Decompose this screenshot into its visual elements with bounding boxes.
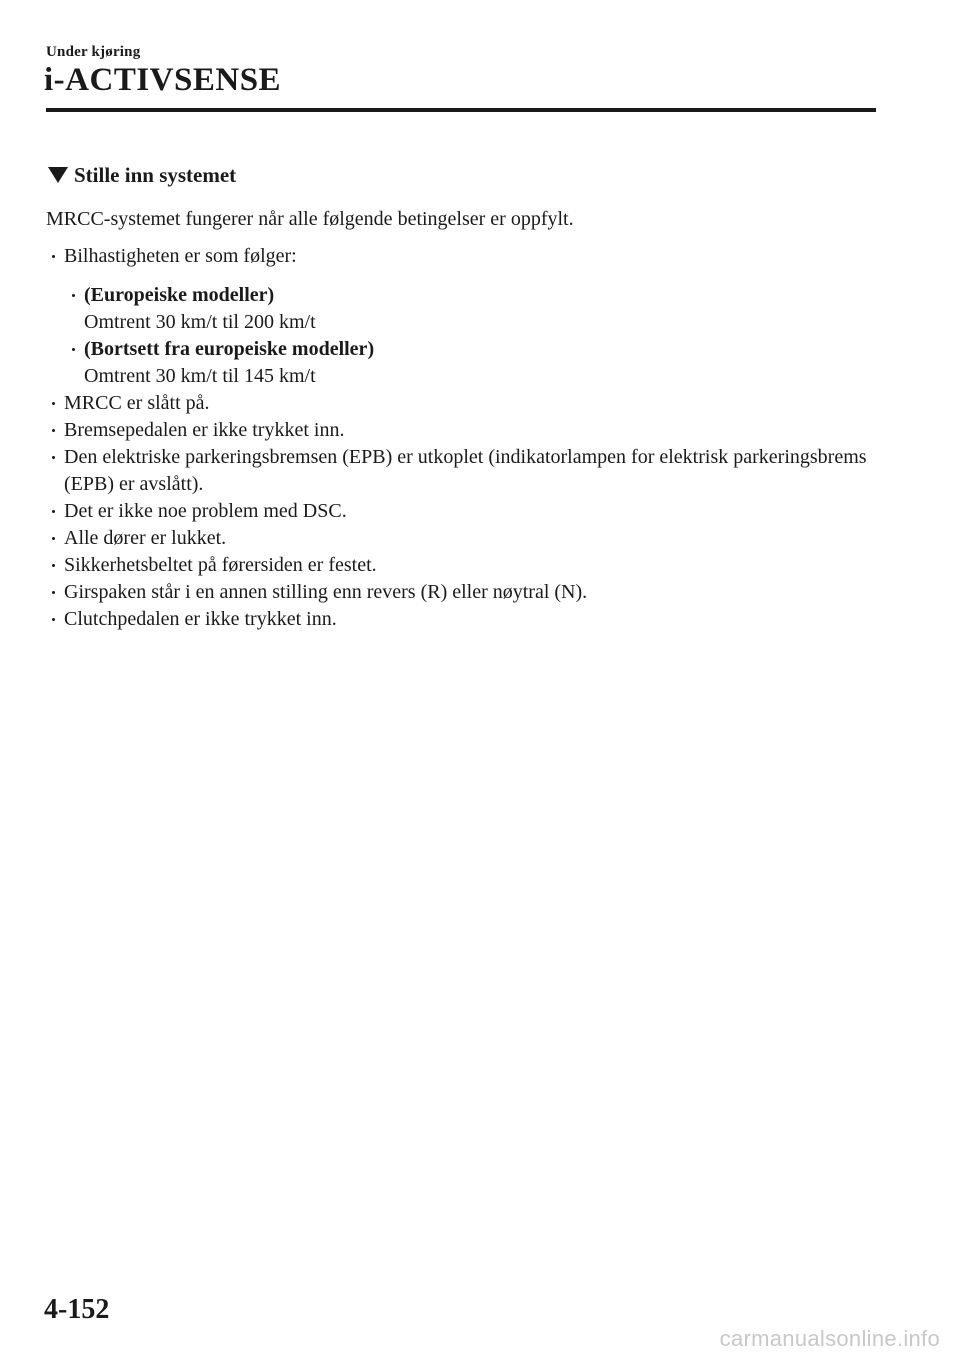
page-number: 4-152 (44, 1294, 110, 1325)
speed-sublist (66, 282, 876, 390)
sublist-item-value: Omtrent 30 km/t til 200 km/t (84, 311, 316, 333)
list-item-text: Bremsepedalen er ikke trykket inn. (64, 419, 345, 441)
sublist-item (66, 282, 876, 336)
sublist-item-label: (Europeiske modeller) (84, 284, 275, 306)
speed-sublist-container (46, 282, 876, 390)
page-title: i-ACTIVSENSE (44, 62, 282, 98)
list-item-text: Girspaken står i en annen stilling enn revers (R) eller nøytral (N). (64, 581, 588, 603)
sublist-item-label: (Bortsett fra europeiske modeller) (84, 338, 375, 360)
list-item-text: Det er ikke noe problem med DSC. (64, 500, 347, 522)
list-item-text: Clutchpedalen er ikke trykket inn. (64, 608, 337, 630)
subsection-heading (46, 160, 876, 190)
list-item (46, 579, 876, 606)
intro-paragraph: MRCC-systemet fungerer når alle følgende betingelser er oppfylt. (46, 208, 574, 230)
list-item-text: MRCC er slått på. (64, 392, 210, 414)
header-divider (46, 108, 876, 112)
subsection-heading-text: Stille inn systemet (74, 162, 237, 187)
list-item-text: Den elektriske parkeringsbremsen (EPB) er utkoplet (indikatorlampen for elektrisk parkeringsbrems (EPB) er avslått). (64, 446, 867, 495)
list-item (46, 552, 876, 579)
triangle-down-icon (48, 167, 68, 183)
sublist-item-value: Omtrent 30 km/t til 145 km/t (84, 365, 316, 387)
sublist-item (66, 336, 876, 390)
list-item (46, 417, 876, 444)
list-item-text: Alle dører er lukket. (64, 527, 227, 549)
watermark-text: carmanualsonline.info (719, 1326, 940, 1351)
list-item (46, 444, 876, 498)
list-item (46, 390, 876, 417)
list-item (46, 525, 876, 552)
list-item-text: Bilhastigheten er som følger: (64, 245, 297, 267)
list-item (46, 498, 876, 525)
condition-list (46, 243, 876, 633)
list-item-text: Sikkerhetsbeltet på førersiden er festet. (64, 554, 377, 576)
main-content (46, 160, 876, 633)
list-item (46, 606, 876, 633)
list-item (46, 243, 876, 270)
section-label: Under kjøring (46, 44, 141, 60)
